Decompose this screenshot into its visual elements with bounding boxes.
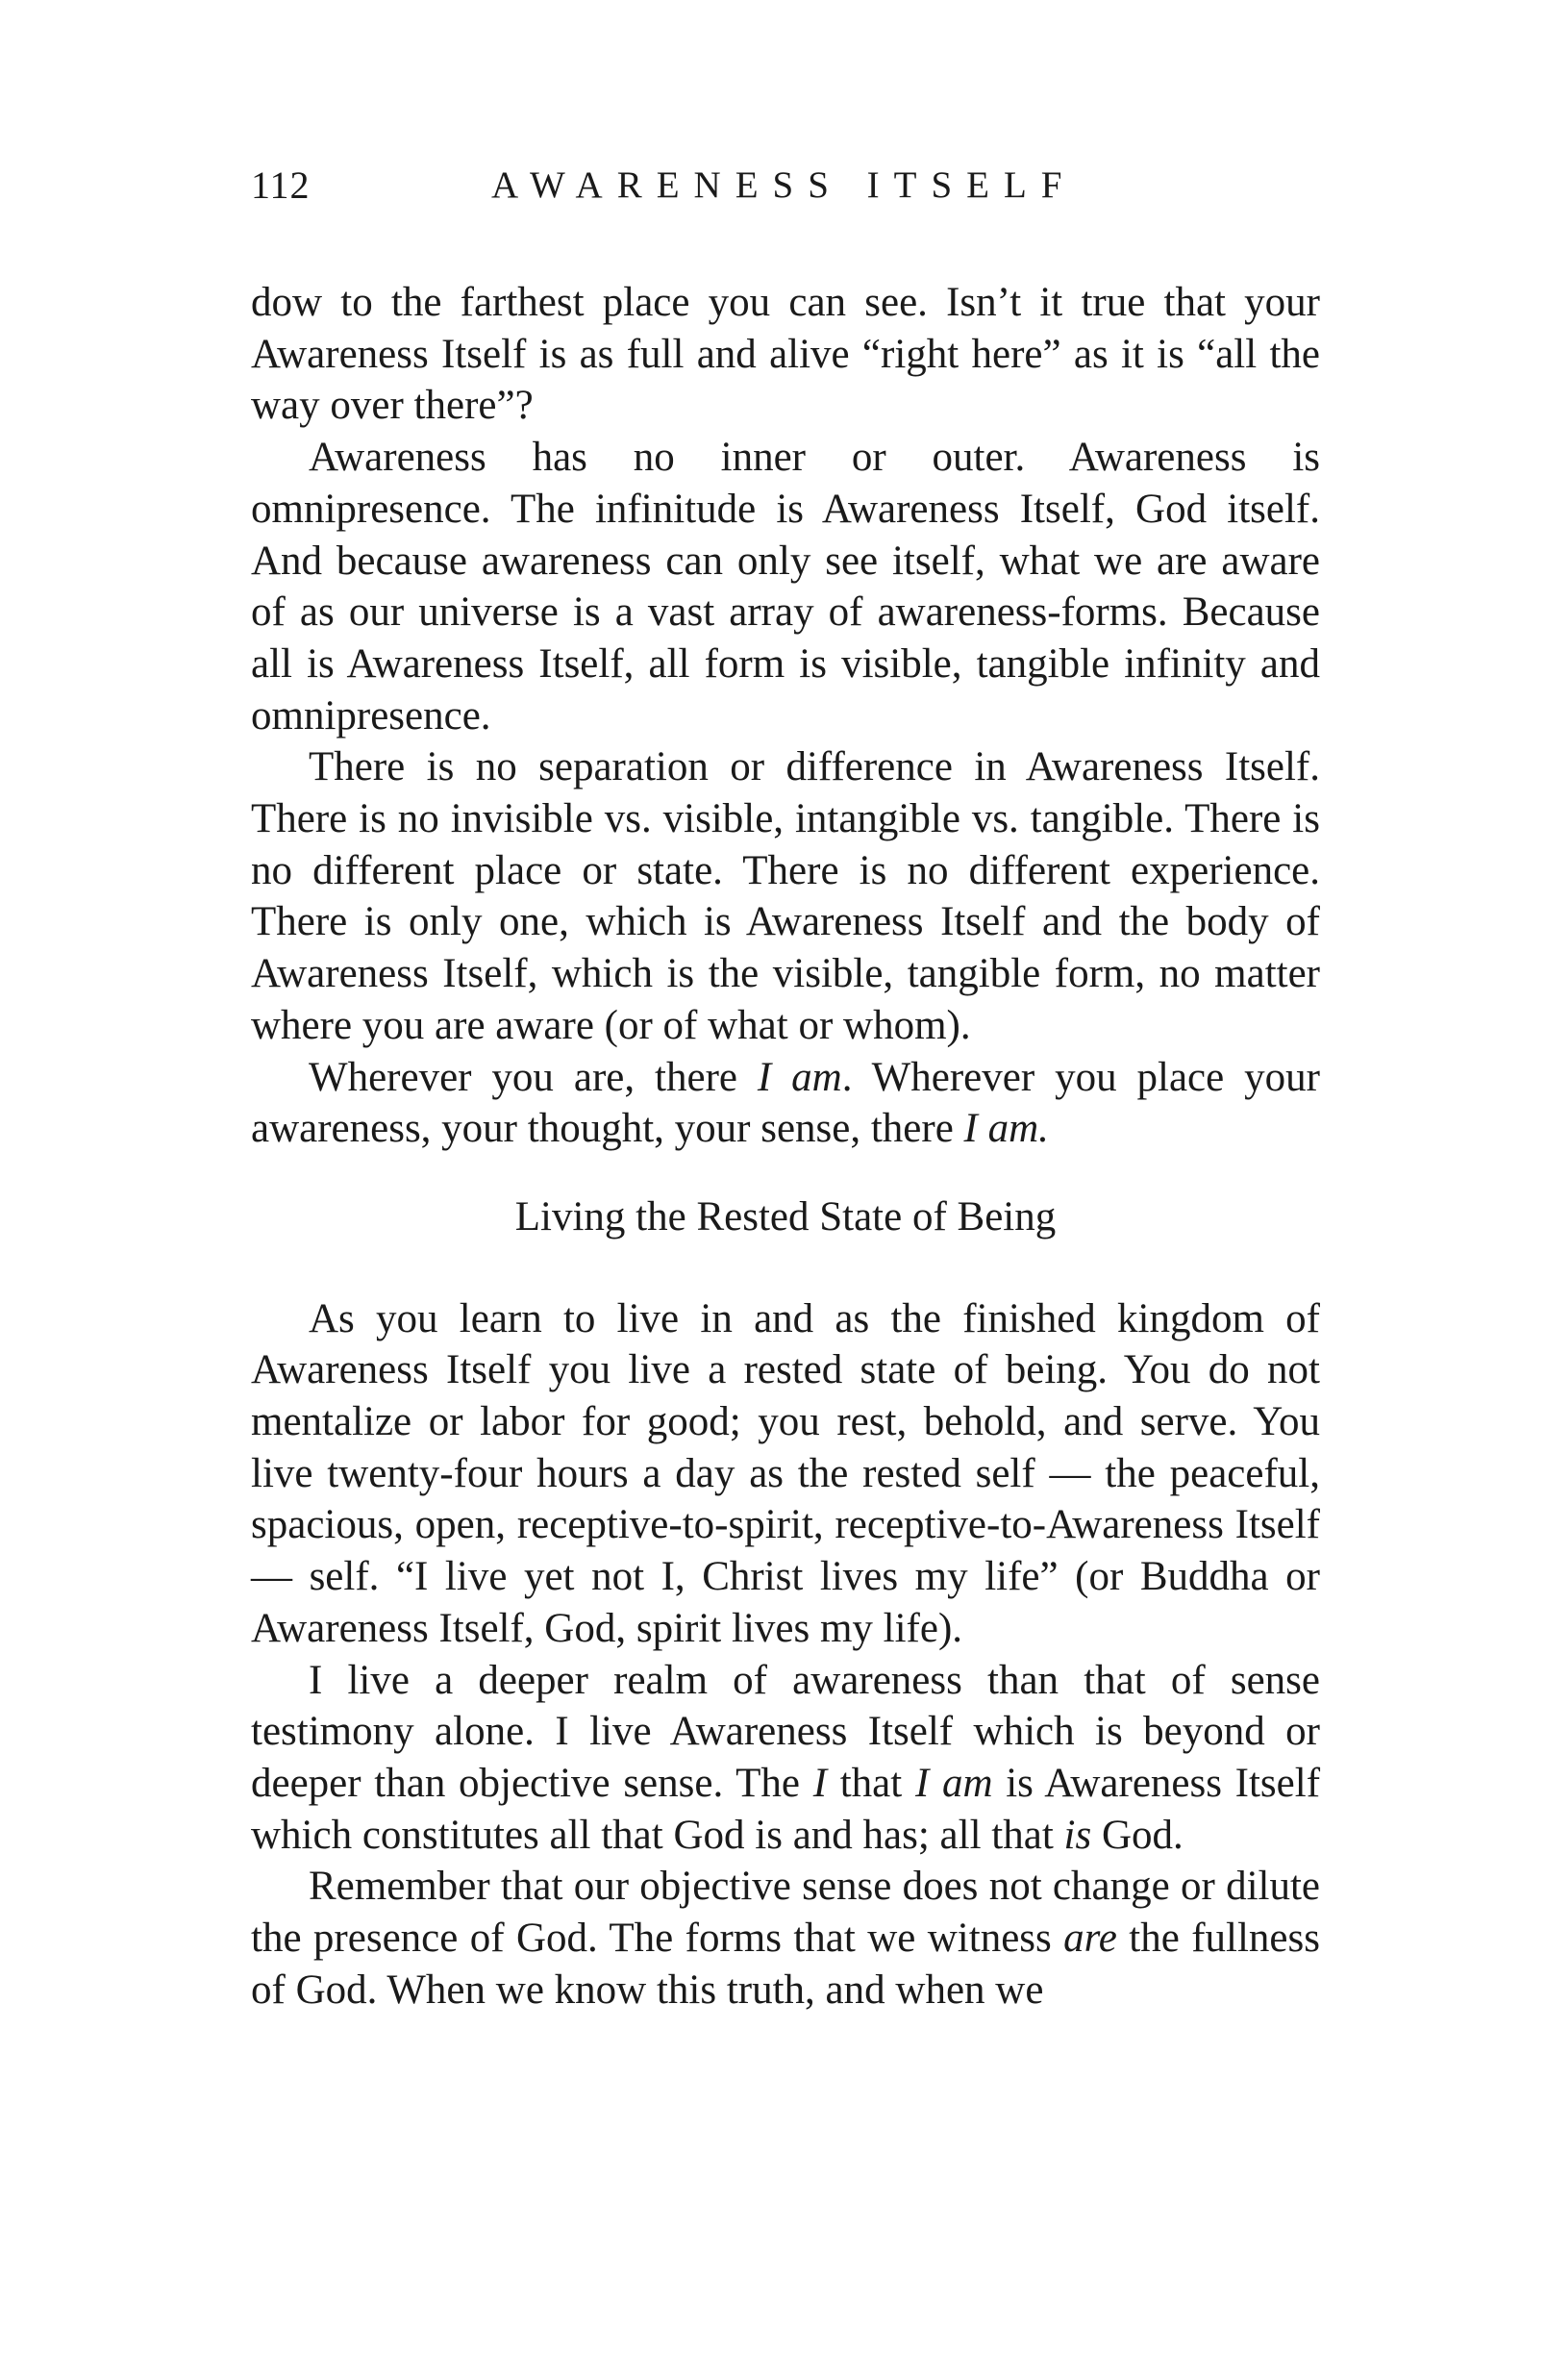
paragraph — [251, 1655, 1320, 1862]
italic-text: I am — [757, 1054, 842, 1100]
paragraph-text: Awareness has no inner or outer. Awareness is omnipresence. The infinitude is Awareness Itself, God itself. And because awareness can only see itself, what we are aware of as our universe is a vast array of awareness-forms. Because all is Awareness Itself, all form is visible, tangible infinity and omnipresence. — [251, 435, 1320, 739]
paragraphs-after-heading — [251, 1293, 1320, 2017]
paragraph-text: There is no separation or difference in Awareness Itself. There is no invisible vs. visible, intangible vs. tangible. There is no different place or state. There is no different experience. There is only one, which is Awareness Itself and the body of Awareness Itself, which is the visible, tangible form, no matter where you are aware (or of what or whom). — [251, 744, 1320, 1048]
paragraph-text: God. — [1091, 1812, 1184, 1858]
italic-text: I am — [914, 1760, 993, 1806]
paragraph — [251, 741, 1320, 1051]
paragraph-text: dow to the farthest place you can see. Isn’t it true that your Awareness Itself is as full and alive “right here” as it is “all the way over there”? — [251, 280, 1320, 429]
paragraph-text: Wherever you are, there — [309, 1054, 758, 1100]
section-heading: Living the Rested State of Being — [514, 1193, 1057, 1240]
paragraph-text: the fullness of God. When we know this truth, and when we — [251, 1916, 1320, 2013]
paragraph — [251, 277, 1320, 432]
italic-text: I am. — [963, 1106, 1049, 1152]
running-head — [251, 162, 1320, 210]
running-head-title: AWARENESS ITSELF — [491, 164, 1077, 206]
paragraph-text: As you learn to live in and as the finished kingdom of Awareness Itself you live a rested state of being. You do not mentalize or labor for good; you rest, behold, and serve. You live twenty-four hours a day as the rested self — the peaceful, spacious, open, receptive-to-spirit, receptive-to-Awareness Itself — self. “I live yet not I, Christ lives my life” (or Buddha or Awareness Itself, God, spirit lives my life). — [251, 1295, 1320, 1651]
paragraph — [251, 1052, 1320, 1155]
italic-text: is — [1063, 1812, 1092, 1858]
paragraph-text: I live a deeper realm of awareness than that of sense testimony alone. I live Awareness Itself which is beyond or deeper than objective sense. The — [251, 1657, 1320, 1806]
page-number: 112 — [251, 163, 311, 207]
paragraph — [251, 1861, 1320, 2016]
paragraph-text: . Wherever you place your awareness, your thought, your sense, there — [251, 1054, 1320, 1152]
paragraphs-before-heading — [251, 277, 1320, 1155]
paragraph — [251, 432, 1320, 741]
paragraph-text: Remember that our objective sense does not change or dilute the presence of God. The forms that we witness — [251, 1864, 1320, 1962]
paragraph-text: is Awareness Itself which constitutes all that God is and has; all that — [251, 1760, 1321, 1858]
paragraph — [251, 1293, 1320, 1655]
italic-text: are — [1063, 1916, 1117, 1962]
paragraph-text: that — [827, 1760, 915, 1806]
body-text — [251, 277, 1320, 2017]
italic-text: I — [812, 1760, 828, 1806]
